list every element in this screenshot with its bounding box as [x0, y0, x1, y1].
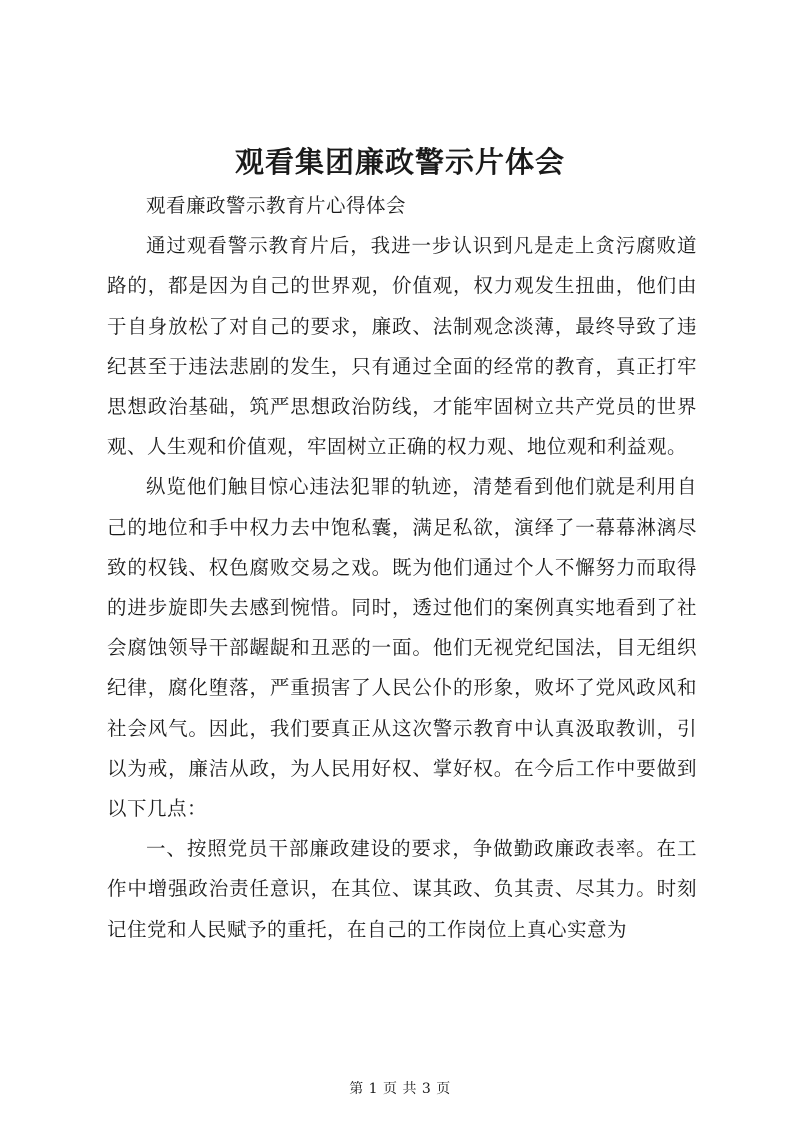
page-footer: 第 1 页 共 3 页: [349, 1081, 451, 1097]
document-title: 观看集团廉政警示片体会: [234, 145, 565, 179]
body-paragraph: 纵览他们触目惊心违法犯罪的轨迹，清楚看到他们就是利用自己的地位和手中权力去中饱私囊，满足私欲，演绎了一幕幕淋漓尽致的权钱、权色腐败交易之戏。既为他们通过个人不懈努力而取得的进步旋即失去感到惋惜。同时，透过他们的案例真实地看到了社会腐蚀领导干部龌龊和丑恶的一面。他们无视党纪国法，目无组织纪律，腐化堕落，严重损害了人民公仆的形象，败坏了党风政风和社会风气。因此，我们要真正从这次警示教育中认真汲取教训，引以为戒，廉洁从政，为人民用好权、掌好权。在今后工作中要做到以下几点：: [107, 475, 697, 821]
body-paragraph: 通过观看警示教育片后，我进一步认识到凡是走上贪污腐败道路的，都是因为自己的世界观，价值观，权力观发生扭曲，他们由于自身放松了对自己的要求，廉政、法制观念淡薄，最终导致了违纪甚至于违法悲剧的发生，只有通过全面的经常的教育，真正打牢思想政治基础，筑严思想政治防线，才能牢固树立共产党员的世界观、人生观和价值观，牢固树立正确的权力观、地位观和利益观。: [107, 234, 697, 459]
subtitle-paragraph: 观看廉政警示教育片心得体会: [146, 194, 407, 217]
document-body: [107, 186, 697, 950]
body-paragraph: 一、按照党员干部廉政建设的要求，争做勤政廉政表率。在工作中增强政治责任意识，在其位、谋其政、负其责、尽其力。时刻记住党和人民赋予的重托，在自己的工作岗位上真心实意为: [107, 837, 697, 941]
